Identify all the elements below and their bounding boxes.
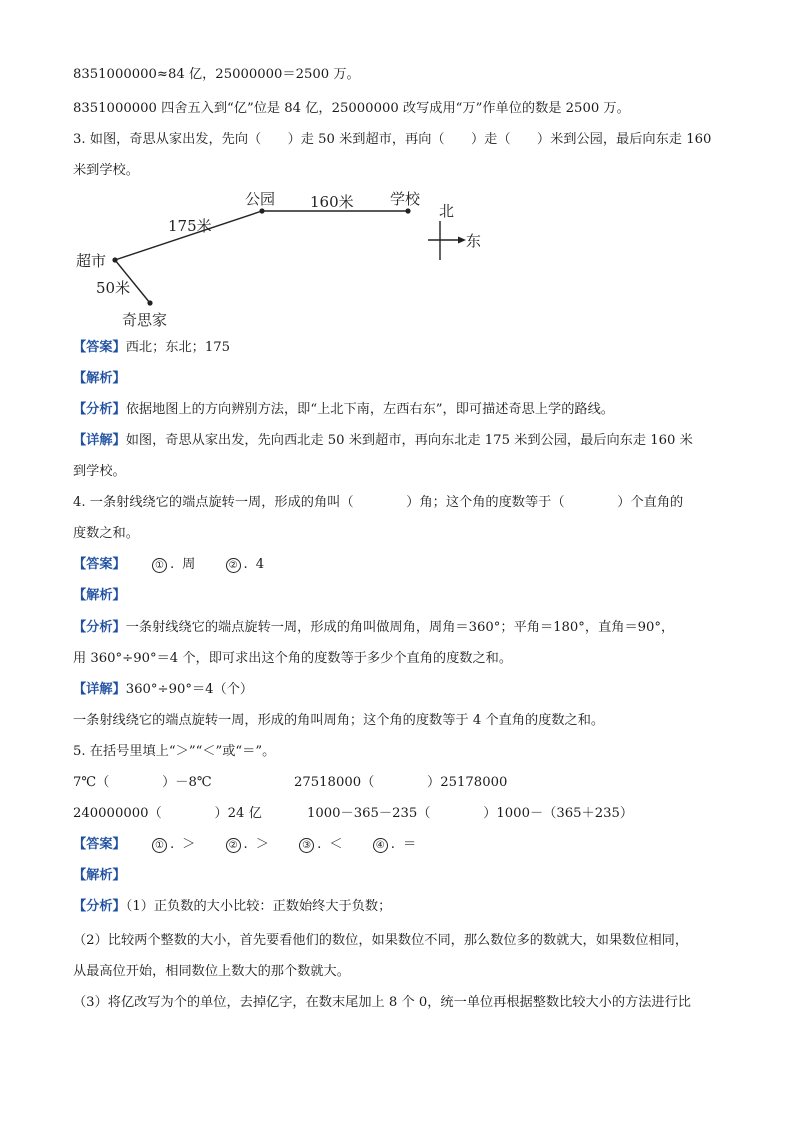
answer-tag: 【答案】 xyxy=(73,557,126,572)
q3-analysis-text: 依据地图上的方向辨别方法，即“上北下南，左西右东”，即可描述奇思上学的路线。 xyxy=(125,402,614,417)
circled-number-2: ② xyxy=(226,558,241,573)
question-3-line-1: 3. 如图，奇思从家出发，先向（ ）走 50 米到超市，再向（ ）走（ ）米到公园，最后向东走 160 xyxy=(73,132,712,147)
east-arrowhead xyxy=(458,237,466,244)
answer-tag: 【答案】 xyxy=(73,837,126,852)
q4-analysis-text: 一条射线绕它的端点旋转一周，形成的角叫做周角，周角＝360°；平角＝180°，直角＝90°， xyxy=(125,620,675,635)
distance-175-label: 175米 xyxy=(168,217,212,235)
park-point xyxy=(259,208,264,213)
circled-number-4: ④ xyxy=(373,838,388,853)
q4-answer-line xyxy=(73,556,290,574)
detail-tag: 【详解】 xyxy=(73,433,126,448)
q5-answer-1: ① . ＞ xyxy=(152,836,195,854)
supermarket-point xyxy=(112,257,117,262)
q3-answer-line xyxy=(73,339,230,357)
home-label: 奇思家 xyxy=(122,311,168,329)
park-label: 公园 xyxy=(245,190,276,208)
q5-analysis-text-1: （1）正负数的大小比较：正数始终大于负数； xyxy=(125,899,392,914)
circled-number-1: ① xyxy=(152,558,167,573)
q5-row-2-left: 240000000（ ）24 亿 xyxy=(73,806,262,821)
q4-detail-line xyxy=(73,681,253,699)
q5-jiexi-line xyxy=(73,867,126,885)
question-5-line: 5. 在括号里填上“＞”“＜”或“＝”。 xyxy=(73,744,276,759)
jiexi-tag: 【解析】 xyxy=(73,588,126,603)
jiexi-tag: 【解析】 xyxy=(73,868,126,883)
q5-row-1-left: 7℃（ ）－8℃ xyxy=(73,775,212,790)
q4-detail-text: 360°÷90°＝4（个） xyxy=(125,682,254,697)
jiexi-tag: 【解析】 xyxy=(73,371,126,386)
question-3-line-2: 米到学校。 xyxy=(73,163,139,178)
q5-answer-3: ③ . ＜ xyxy=(299,836,342,854)
answer-tag: 【答案】 xyxy=(73,340,126,355)
q3-detail-line-2: 到学校。 xyxy=(73,464,126,479)
q5-row-2-right: 1000－365－235（ ）1000－（365＋235） xyxy=(307,806,634,821)
analysis-tag: 【分析】 xyxy=(73,899,126,914)
q4-jiexi-line xyxy=(73,587,126,605)
north-label: 北 xyxy=(439,202,455,220)
route-diagram xyxy=(0,185,794,335)
q3-answer-text: 西北；东北；175 xyxy=(125,340,231,355)
q5-analysis-line-2: （2）比较两个整数的大小，首先要看他们的数位，如果数位不同，那么数位多的数就大，如果数位相同， xyxy=(73,933,689,948)
q4-answer-2: ② . 4 xyxy=(226,556,265,574)
school-point xyxy=(405,208,410,213)
explanation-line: 8351000000 四舍五入到“亿”位是 84 亿，25000000 改写成用“万”作单位的数是 2500 万。 xyxy=(73,101,630,116)
q3-detail-text: 如图，奇思从家出发，先向西北走 50 米到超市，再向东北走 175 米到公园，最后向东走 160 米 xyxy=(125,433,693,448)
q3-detail-line xyxy=(73,432,693,450)
east-label: 东 xyxy=(466,232,482,250)
question-4-line-1: 4. 一条射线绕它的端点旋转一周，形成的角叫（ ）角；这个角的度数等于（ ）个直角的 xyxy=(73,495,684,510)
q4-conclusion-line: 一条射线绕它的端点旋转一周，形成的角叫周角；这个角的度数等于 4 个直角的度数之和。 xyxy=(73,713,605,728)
q5-analysis-line-3: 从最高位开始，相同数位上数大的那个数就大。 xyxy=(73,964,350,979)
distance-160-label: 160米 xyxy=(310,193,354,211)
q5-analysis-line-4: （3）将亿改写为个的单位，去掉亿字，在数末尾加上 8 个 0，统一单位再根据整数比较大小的方法进行比 xyxy=(73,995,691,1010)
circled-number-1: ① xyxy=(152,838,167,853)
school-label: 学校 xyxy=(390,190,421,208)
q5-answer-4: ④ . ＝ xyxy=(373,836,416,854)
question-4-line-2: 度数之和。 xyxy=(73,526,139,541)
circled-number-3: ③ xyxy=(299,838,314,853)
q3-analysis-line xyxy=(73,401,614,419)
q4-answer-1: ① . 周 xyxy=(152,556,195,574)
q5-row-1-right: 27518000（ ）25178000 xyxy=(294,775,508,790)
q5-analysis-line xyxy=(73,898,391,916)
q3-jiexi-line xyxy=(73,370,126,388)
analysis-tag: 【分析】 xyxy=(73,402,126,417)
detail-tag: 【详解】 xyxy=(73,682,126,697)
analysis-tag: 【分析】 xyxy=(73,620,126,635)
calc-line: 8351000000≈84 亿，25000000＝2500 万。 xyxy=(73,67,360,82)
distance-50-label: 50米 xyxy=(96,279,131,297)
q4-analysis-line xyxy=(73,619,674,637)
q5-answer-line xyxy=(73,836,442,854)
circled-number-2: ② xyxy=(226,838,241,853)
supermarket-label: 超市 xyxy=(76,252,107,270)
home-point xyxy=(147,300,152,305)
q5-answer-2: ② . ＞ xyxy=(226,836,269,854)
q4-analysis-line-2: 用 360°÷90°＝4 个，即可求出这个角的度数等于多少个直角的度数之和。 xyxy=(73,651,513,666)
